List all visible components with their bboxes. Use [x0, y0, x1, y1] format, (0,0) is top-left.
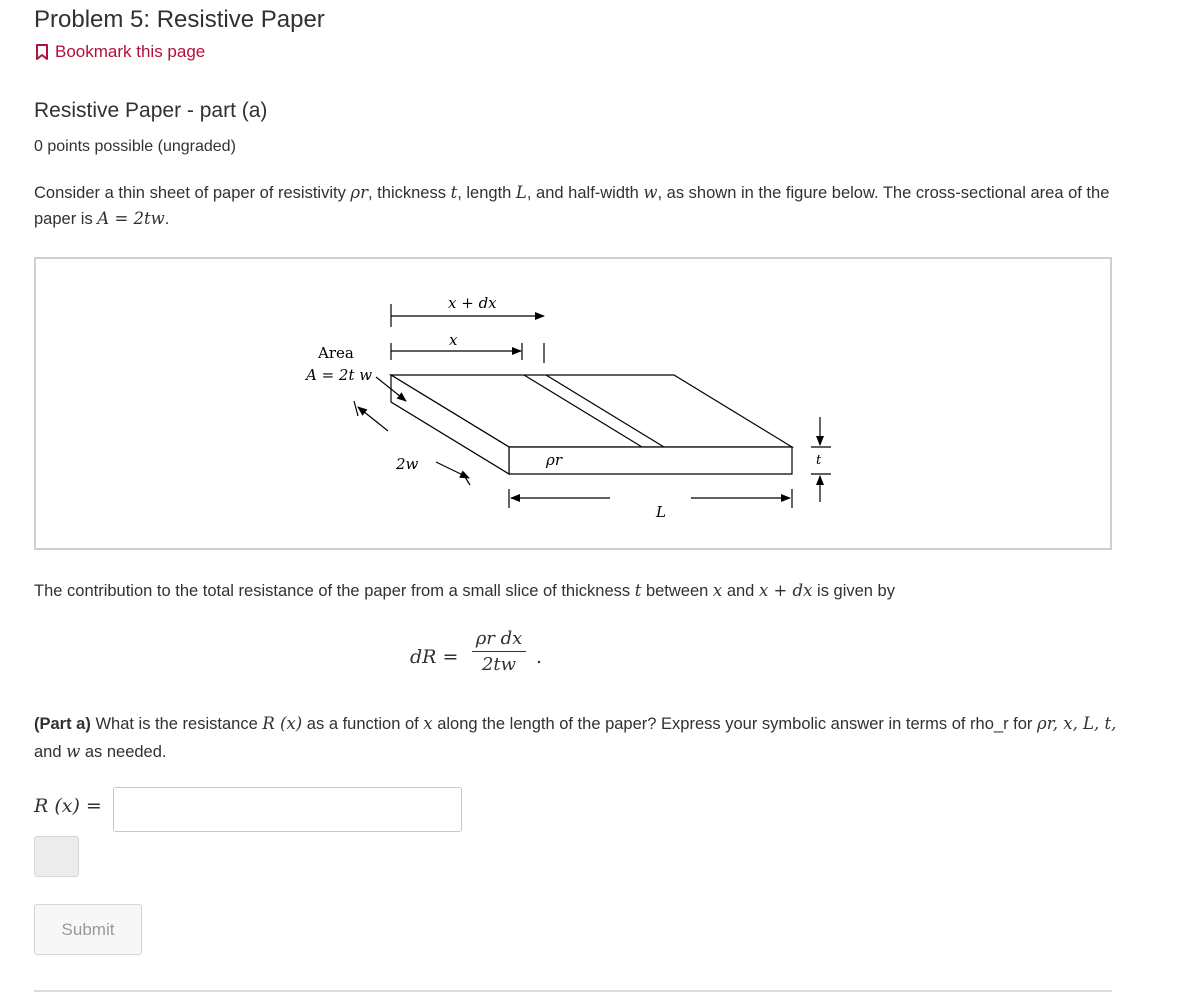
label-area-formula: A = 2t w [306, 366, 373, 384]
label-area: Area [318, 344, 354, 362]
question-text: What is the resistance [90, 715, 263, 733]
math-w: w [66, 742, 81, 761]
page-title: Problem 5: Resistive Paper [34, 6, 325, 33]
contribution-text: between [641, 582, 713, 600]
math-L: L [515, 183, 527, 202]
bookmark-icon [35, 44, 49, 60]
bookmark-link[interactable] [35, 42, 205, 62]
bookmark-label: Bookmark this page [55, 42, 206, 61]
math-rho-r: ρr [350, 183, 369, 202]
math-area-eq: A = 2tw [97, 209, 165, 228]
label-t: t [816, 453, 822, 468]
contribution-text: is given by [812, 582, 895, 600]
label-rho-r: ρr [546, 451, 562, 469]
intro-text: , and half-width [526, 184, 644, 202]
intro-paragraph [34, 180, 1114, 232]
answer-label: R (x) = [34, 795, 102, 817]
math-t: t [450, 183, 458, 202]
intro-text: . [164, 210, 170, 228]
answer-input[interactable] [113, 787, 462, 832]
label-x: x [449, 331, 458, 349]
math-w: w [643, 183, 658, 202]
math-R-x: R (x) [262, 714, 303, 733]
formula-numerator: ρr dx [472, 628, 526, 652]
math-vars: ρr, x, L, t, [1037, 714, 1117, 733]
unit-title: Resistive Paper - part (a) [34, 99, 268, 122]
question-text: as needed. [80, 743, 167, 761]
answer-preview [34, 836, 79, 877]
bottom-divider [34, 990, 1112, 992]
formula-denominator: 2tw [481, 654, 517, 675]
contribution-text: The contribution to the total resistance of the paper from a small slice of thickness [34, 582, 635, 600]
intro-text: , length [457, 184, 516, 202]
submit-button[interactable]: Submit [34, 904, 142, 955]
contribution-text: and [722, 582, 759, 600]
paper-diagram [36, 259, 1114, 552]
points-possible: 0 points possible (ungraded) [34, 138, 236, 155]
formula-lhs: dR = [410, 646, 459, 668]
question-text: and [34, 743, 67, 761]
intro-text: , thickness [368, 184, 451, 202]
intro-text: , as shown in the figure below. The cross-sectional area of the paper is [34, 184, 1110, 228]
paper-figure [34, 257, 1112, 550]
label-2w: 2w [396, 455, 419, 473]
formula-period: . [536, 646, 543, 668]
label-L: L [656, 503, 666, 521]
part-a-question [34, 710, 1124, 766]
math-t: t [634, 581, 642, 600]
dim-2w-tick-end [462, 472, 470, 485]
contribution-paragraph [34, 578, 1114, 604]
formula-fraction [472, 628, 526, 675]
label-x-plus-dx: x + dx [448, 294, 497, 312]
intro-text: Consider a thin sheet of paper of resistivity [34, 184, 351, 202]
part-label: (Part a) [34, 715, 91, 733]
math-x: x [423, 714, 433, 733]
question-text: along the length of the paper? Express your symbolic answer in terms of rho_r for [432, 715, 1037, 733]
math-x-dx: x + dx [758, 581, 813, 600]
dim-2w-arrow-left [358, 407, 388, 431]
dim-2w-tick-start [354, 401, 358, 416]
math-x: x [712, 581, 723, 600]
dim-2w-arrow-right [436, 462, 469, 478]
question-text: as a function of [302, 715, 424, 733]
